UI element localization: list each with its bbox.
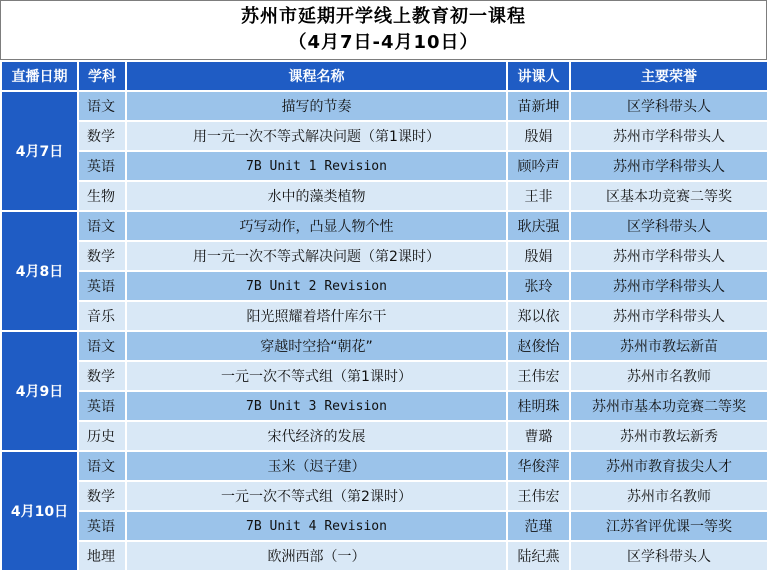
date-cell: 4月10日 (1, 451, 78, 571)
table-row (1, 361, 767, 391)
subject-cell: 生物 (78, 181, 126, 211)
honor-cell: 区学科带头人 (570, 91, 767, 121)
subject-cell: 英语 (78, 151, 126, 181)
teacher-cell: 赵俊怡 (507, 331, 570, 361)
course-cell: 7B Unit 3 Revision (126, 391, 507, 421)
table-row (1, 151, 767, 181)
table-row (1, 451, 767, 481)
teacher-cell: 王伟宏 (507, 481, 570, 511)
honor-cell: 苏州市学科带头人 (570, 121, 767, 151)
table-row (1, 331, 767, 361)
teacher-cell: 耿庆强 (507, 211, 570, 241)
table-row (1, 511, 767, 541)
table-row (1, 271, 767, 301)
table-row (1, 91, 767, 121)
course-cell: 用一元一次不等式解决问题（第1课时） (126, 121, 507, 151)
schedule-body (1, 91, 767, 571)
teacher-cell: 殷娟 (507, 241, 570, 271)
course-cell: 宋代经济的发展 (126, 421, 507, 451)
subject-cell: 英语 (78, 391, 126, 421)
subject-cell: 语文 (78, 91, 126, 121)
subject-cell: 数学 (78, 481, 126, 511)
honor-cell: 苏州市名教师 (570, 481, 767, 511)
course-cell: 7B Unit 2 Revision (126, 271, 507, 301)
course-cell: 水中的藻类植物 (126, 181, 507, 211)
header-subject: 学科 (78, 61, 126, 91)
subject-cell: 数学 (78, 241, 126, 271)
honor-cell: 区基本功竞赛二等奖 (570, 181, 767, 211)
teacher-cell: 殷娟 (507, 121, 570, 151)
course-cell: 描写的节奏 (126, 91, 507, 121)
title-block (0, 0, 767, 60)
course-cell: 7B Unit 1 Revision (126, 151, 507, 181)
table-row (1, 421, 767, 451)
honor-cell: 苏州市学科带头人 (570, 301, 767, 331)
teacher-cell: 郑以依 (507, 301, 570, 331)
table-row (1, 481, 767, 511)
subject-cell: 语文 (78, 451, 126, 481)
honor-cell: 江苏省评优课一等奖 (570, 511, 767, 541)
teacher-cell: 张玲 (507, 271, 570, 301)
subject-cell: 数学 (78, 361, 126, 391)
date-cell: 4月9日 (1, 331, 78, 451)
honor-cell: 苏州市学科带头人 (570, 271, 767, 301)
subject-cell: 语文 (78, 211, 126, 241)
course-cell: 用一元一次不等式解决问题（第2课时） (126, 241, 507, 271)
subject-cell: 英语 (78, 511, 126, 541)
header-honor: 主要荣誉 (570, 61, 767, 91)
course-cell: 穿越时空拾“朝花” (126, 331, 507, 361)
honor-cell: 苏州市教坛新苗 (570, 331, 767, 361)
page-title: 苏州市延期开学线上教育初一课程 (241, 6, 526, 27)
subject-cell: 音乐 (78, 301, 126, 331)
table-row (1, 541, 767, 571)
table-row (1, 391, 767, 421)
date-cell: 4月8日 (1, 211, 78, 331)
course-cell: 一元一次不等式组（第1课时） (126, 361, 507, 391)
teacher-cell: 王非 (507, 181, 570, 211)
course-cell: 欧洲西部（一） (126, 541, 507, 571)
table-row (1, 181, 767, 211)
date-cell: 4月7日 (1, 91, 78, 211)
course-cell: 阳光照耀着塔什库尔干 (126, 301, 507, 331)
header-course: 课程名称 (126, 61, 507, 91)
teacher-cell: 顾吟声 (507, 151, 570, 181)
course-cell: 巧写动作，凸显人物个性 (126, 211, 507, 241)
header-teacher: 讲课人 (507, 61, 570, 91)
teacher-cell: 曹璐 (507, 421, 570, 451)
table-row (1, 301, 767, 331)
honor-cell: 区学科带头人 (570, 211, 767, 241)
honor-cell: 苏州市教育拔尖人才 (570, 451, 767, 481)
honor-cell: 苏州市学科带头人 (570, 151, 767, 181)
schedule-table (0, 60, 767, 572)
course-cell: 玉米（迟子建） (126, 451, 507, 481)
page-subtitle: （4月7日-4月10日） (288, 32, 479, 53)
subject-cell: 地理 (78, 541, 126, 571)
course-cell: 一元一次不等式组（第2课时） (126, 481, 507, 511)
teacher-cell: 苗新坤 (507, 91, 570, 121)
honor-cell: 苏州市基本功竞赛二等奖 (570, 391, 767, 421)
teacher-cell: 桂明珠 (507, 391, 570, 421)
honor-cell: 区学科带头人 (570, 541, 767, 571)
subject-cell: 历史 (78, 421, 126, 451)
teacher-cell: 陆纪燕 (507, 541, 570, 571)
subject-cell: 语文 (78, 331, 126, 361)
course-cell: 7B Unit 4 Revision (126, 511, 507, 541)
teacher-cell: 华俊萍 (507, 451, 570, 481)
table-row (1, 121, 767, 151)
subject-cell: 英语 (78, 271, 126, 301)
subject-cell: 数学 (78, 121, 126, 151)
table-row (1, 211, 767, 241)
honor-cell: 苏州市学科带头人 (570, 241, 767, 271)
teacher-cell: 王伟宏 (507, 361, 570, 391)
teacher-cell: 范瑾 (507, 511, 570, 541)
header-date: 直播日期 (1, 61, 78, 91)
honor-cell: 苏州市名教师 (570, 361, 767, 391)
table-row (1, 241, 767, 271)
honor-cell: 苏州市教坛新秀 (570, 421, 767, 451)
header-row (1, 61, 767, 91)
